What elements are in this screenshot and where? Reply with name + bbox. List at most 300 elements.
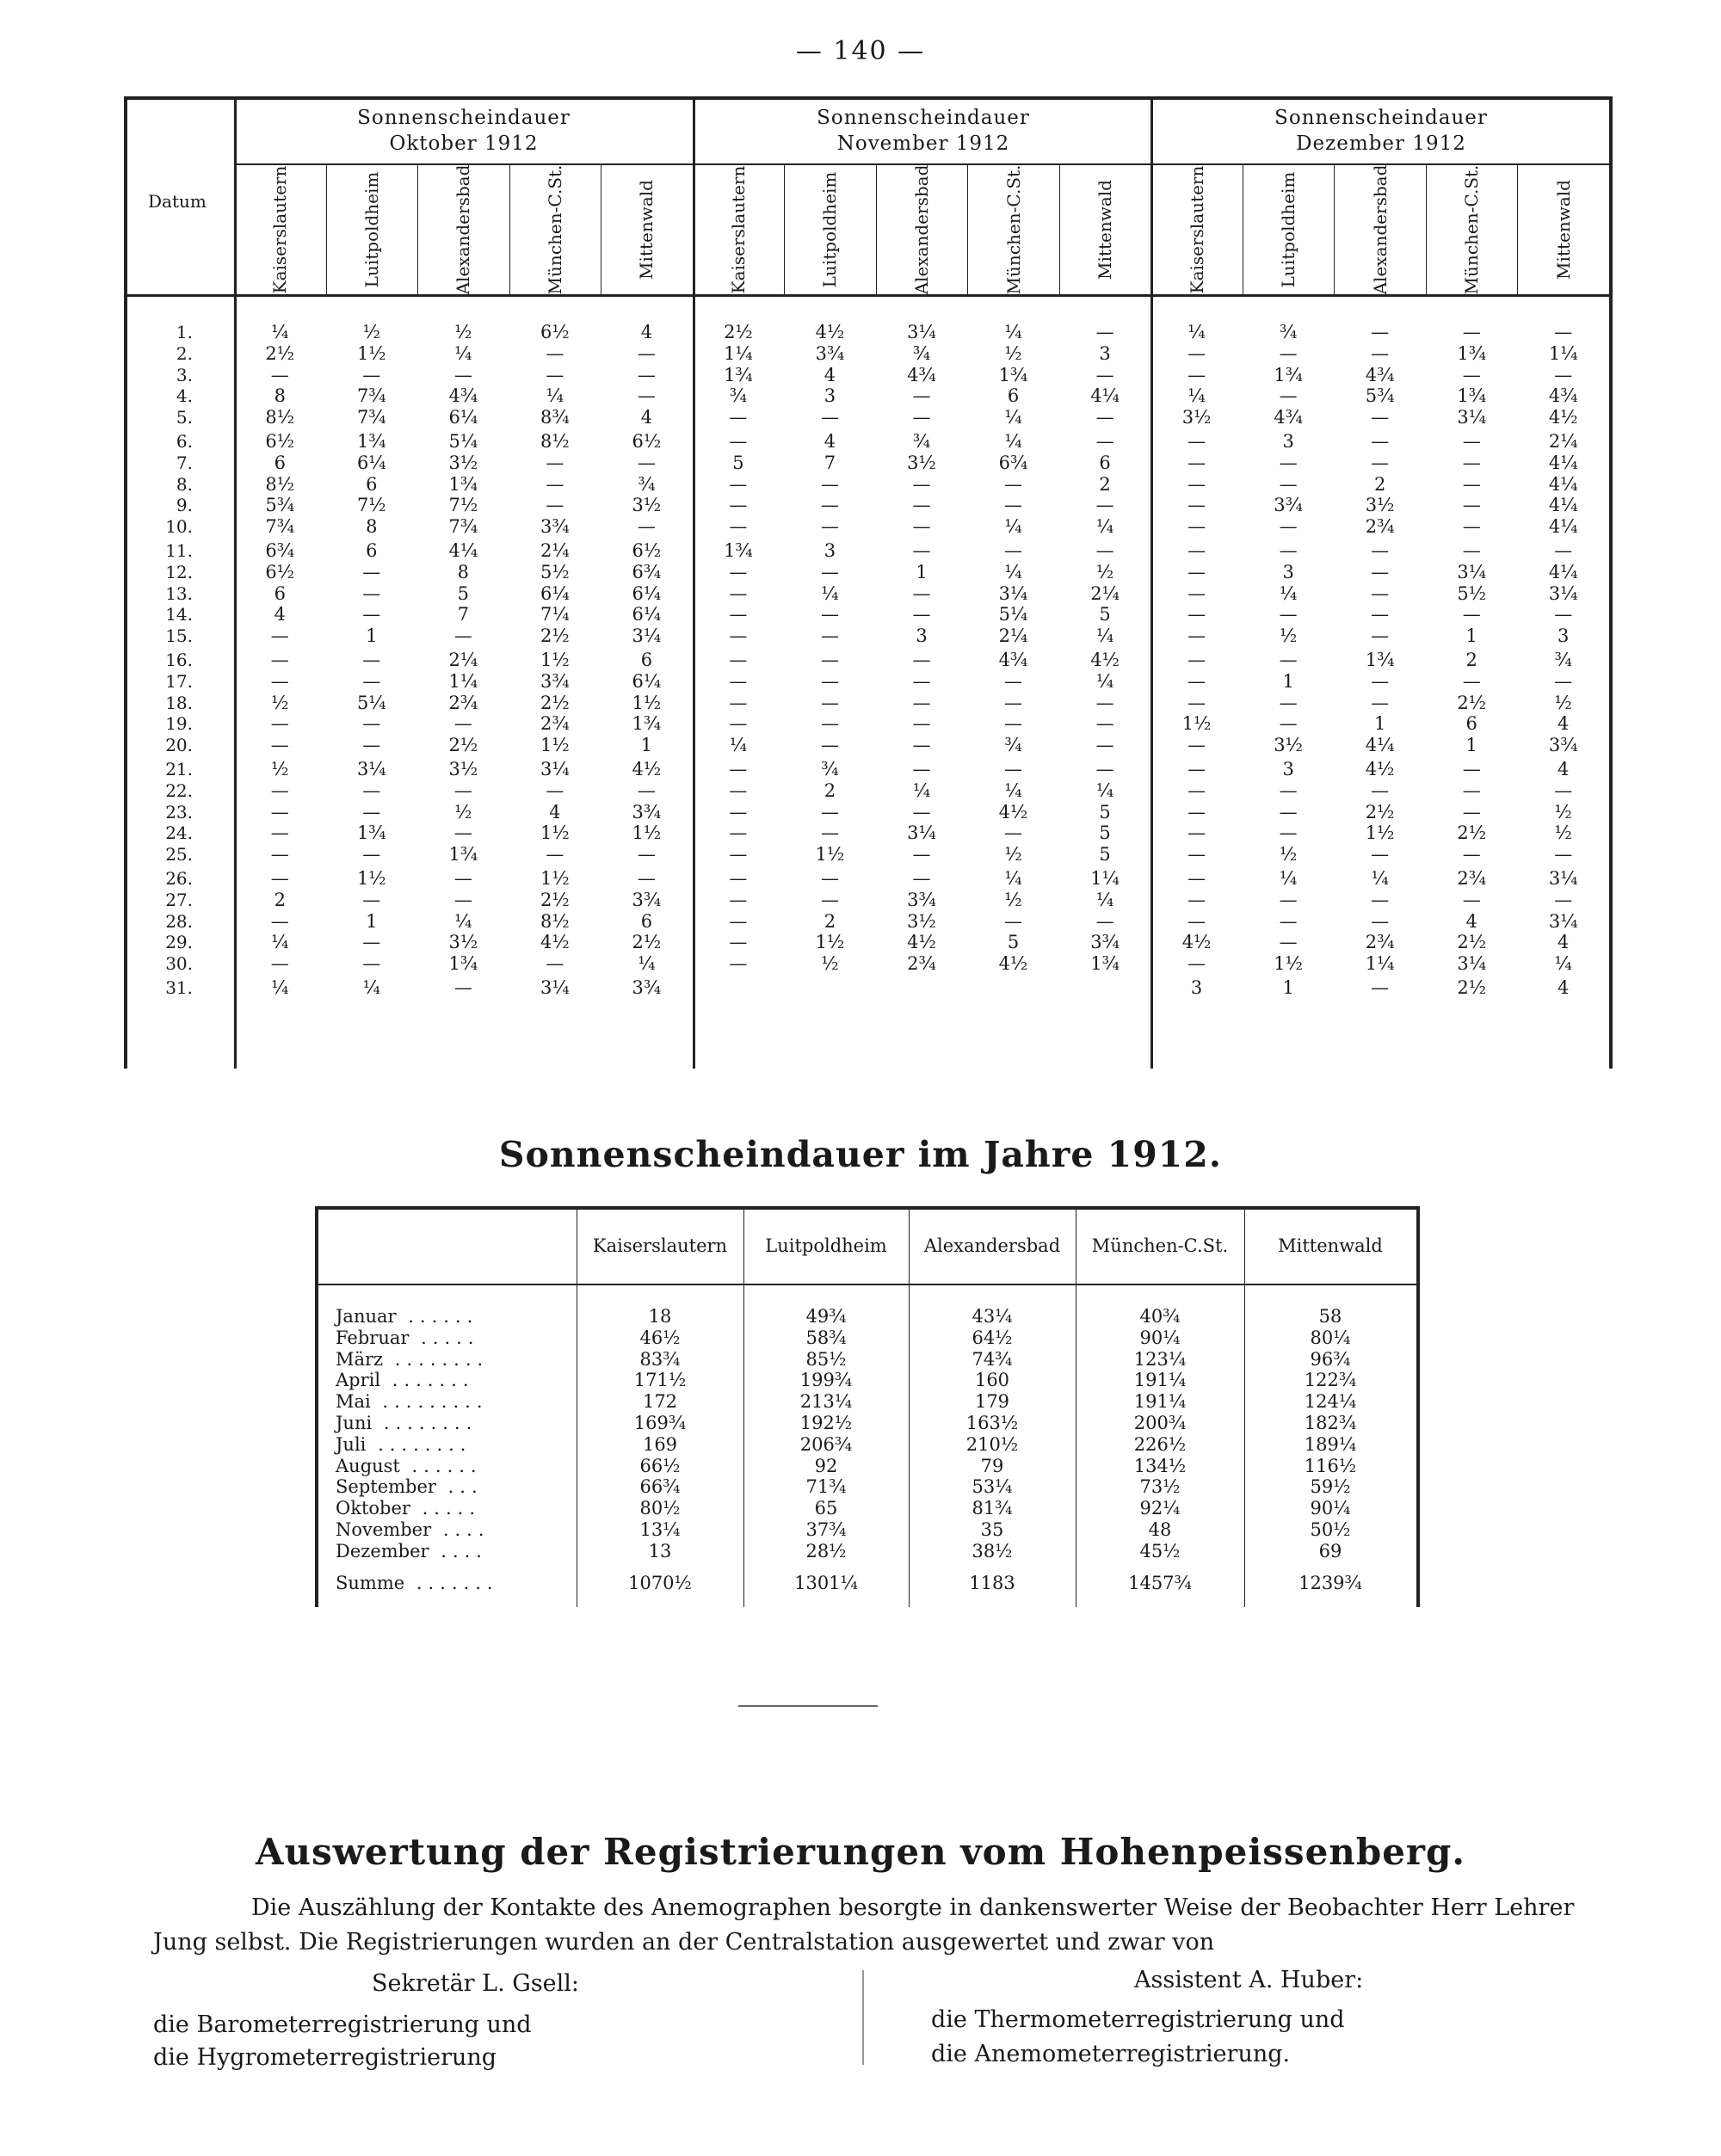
sunshine-cell: 6	[1465, 713, 1477, 735]
sunshine-cell: 1	[916, 561, 928, 582]
sunshine-cell: —	[1279, 889, 1298, 910]
sunshine-cell: —	[1187, 822, 1206, 844]
date-label: 26.	[165, 868, 193, 889]
sunshine-cell: —	[1462, 364, 1481, 385]
sunshine-cell: 1	[366, 910, 378, 932]
sunshine-cell: 3½	[448, 452, 478, 473]
sunshine-cell: 1¾	[1457, 385, 1487, 407]
sunshine-cell: —	[729, 759, 748, 779]
section-title: Auswertung der Registrierungen vom Hohenpeissenberg.	[255, 1831, 1466, 1873]
sunshine-cell: 4½	[632, 759, 662, 779]
right-person: Assistent A. Huber:	[1134, 1967, 1364, 1993]
sunshine-cell: 5¾	[1365, 385, 1395, 407]
sunshine-cell: —	[729, 604, 748, 625]
sunshine-cell: ¼	[1004, 561, 1022, 582]
sunshine-cell: ¼	[1187, 385, 1206, 407]
station-header: Luitpoldheim	[361, 171, 382, 288]
sunshine-cell: —	[1554, 889, 1573, 910]
sunshine-cell: —	[1462, 844, 1481, 865]
date-label: 13.	[165, 582, 193, 604]
sunshine-cell: 4½	[1365, 759, 1395, 779]
sunshine-cell: ¾	[1004, 735, 1022, 756]
year-value: 213¼	[799, 1391, 853, 1413]
sunshine-cell: 3¾	[1548, 735, 1578, 756]
sunshine-cell: —	[1187, 735, 1206, 756]
sunshine-cell: —	[637, 385, 656, 407]
station-header: München-C.St.	[544, 164, 565, 295]
sunshine-cell: 3½	[448, 932, 478, 953]
sunshine-cell: —	[1187, 582, 1206, 604]
year-table-top-border	[315, 1206, 1420, 1210]
sunshine-cell: 2¾	[1365, 516, 1395, 538]
sunshine-cell: 2¾	[1365, 932, 1395, 953]
sunshine-cell: —	[1004, 670, 1023, 692]
date-label: 16.	[165, 650, 193, 670]
year-value: 38½	[972, 1540, 1013, 1562]
sunshine-cell: 2¾	[448, 692, 478, 713]
sunshine-cell: 7¾	[356, 385, 386, 407]
sunshine-cell: 3¾	[632, 977, 662, 998]
sunshine-cell: —	[912, 692, 931, 713]
station-header: Mittenwald	[1095, 180, 1116, 280]
year-value: 66½	[639, 1455, 681, 1476]
sunshine-cell: 2½	[448, 735, 478, 756]
sunshine-cell: —	[1187, 801, 1206, 822]
sunshine-cell: —	[912, 759, 931, 779]
sunshine-cell: —	[1279, 692, 1298, 713]
sunshine-cell: 4¾	[448, 385, 478, 407]
sunshine-cell: 4¼	[1548, 561, 1578, 582]
paragraph-line-2: Jung selbst. Die Registrierungen wurden an der Centralstation ausgewertet und zwar von	[153, 1929, 1215, 1956]
sunshine-cell: —	[1095, 540, 1114, 561]
sunshine-cell: —	[1462, 670, 1481, 692]
station-header: Mittenwald	[1552, 180, 1574, 280]
sunshine-cell: —	[270, 670, 289, 692]
sunshine-cell: 4½	[907, 932, 936, 953]
date-label: 25.	[165, 844, 193, 865]
sunshine-cell: —	[1279, 540, 1298, 561]
sunshine-cell: 2¼	[1548, 431, 1578, 452]
year-value: 182¾	[1304, 1413, 1357, 1433]
sunshine-cell: 4	[549, 801, 561, 822]
datum-header: Datum	[148, 191, 207, 212]
sunshine-cell: 5	[732, 452, 744, 473]
sunshine-cell: 3¾	[540, 670, 570, 692]
sunshine-cell: —	[1371, 670, 1390, 692]
sunshine-cell: —	[1004, 495, 1023, 516]
sunshine-cell: —	[1279, 385, 1298, 407]
sunshine-cell: —	[270, 779, 289, 801]
sunshine-cell: 1½	[632, 822, 662, 844]
sunshine-cell: —	[820, 473, 839, 495]
sunshine-cell: 6¼	[632, 670, 662, 692]
date-label: 1.	[176, 322, 193, 342]
table-right-border	[1609, 96, 1613, 1069]
sunshine-cell: —	[453, 625, 472, 647]
sunshine-cell: —	[1187, 516, 1206, 538]
sunshine-cell: —	[546, 953, 564, 975]
sunshine-cell: —	[1462, 540, 1481, 561]
sunshine-cell: —	[1187, 452, 1206, 473]
date-label: 23.	[165, 801, 193, 822]
sunshine-cell: 5¼	[448, 431, 478, 452]
sunshine-cell: 6¾	[998, 452, 1028, 473]
sunshine-cell: —	[1095, 713, 1114, 735]
page-number: — 140 —	[795, 36, 926, 66]
sunshine-cell: ¼	[638, 953, 656, 975]
sunshine-cell: 3¼	[540, 977, 570, 998]
sunshine-cell: 8½	[265, 473, 295, 495]
year-column-header: Mittenwald	[1278, 1235, 1383, 1256]
sunshine-cell: 1¾	[998, 364, 1028, 385]
sunshine-cell: ½	[1279, 625, 1298, 647]
sunshine-cell: —	[546, 844, 564, 865]
sunshine-cell: 5	[457, 582, 470, 604]
sunshine-cell: —	[729, 844, 748, 865]
year-value: 74¾	[972, 1348, 1013, 1370]
sunshine-cell: —	[453, 822, 472, 844]
sunshine-cell: 6	[274, 582, 286, 604]
left-task-2: die Hygrometerregistrierung	[153, 2044, 497, 2071]
sunshine-cell: —	[637, 364, 656, 385]
october-title: Sonnenscheindauer Oktober 1912	[357, 107, 571, 155]
right-task-1: die Thermometerregistrierung und	[931, 2006, 1345, 2033]
sunshine-cell: —	[1462, 322, 1481, 342]
sunshine-cell: 2½	[1457, 977, 1487, 998]
date-label: 5.	[176, 407, 193, 428]
sunshine-cell: 7½	[356, 495, 386, 516]
sunshine-cell: 7¾	[448, 516, 478, 538]
sunshine-cell: —	[1279, 932, 1298, 953]
sunshine-cell: 2½	[1457, 932, 1487, 953]
sunshine-cell: 1½	[1365, 822, 1395, 844]
sunshine-cell: —	[1004, 473, 1023, 495]
sunshine-cell: 7¼	[540, 604, 570, 625]
sunshine-cell: —	[1371, 910, 1390, 932]
sunshine-cell: —	[362, 889, 381, 910]
sunshine-cell: —	[1004, 692, 1023, 713]
date-label: 31.	[165, 977, 193, 998]
december-title: Sonnenscheindauer Dezember 1912	[1274, 107, 1488, 155]
sunshine-cell: —	[1187, 692, 1206, 713]
sunshine-cell: 4¼	[1548, 452, 1578, 473]
sunshine-cell: —	[1187, 625, 1206, 647]
sunshine-cell: —	[729, 692, 748, 713]
date-label: 17.	[165, 670, 193, 692]
station-divider	[417, 165, 418, 294]
sunshine-cell: 3½	[1274, 735, 1303, 756]
sunshine-cell: 4¾	[1274, 407, 1303, 428]
sunshine-cell: —	[362, 844, 381, 865]
year-value: 13¼	[639, 1519, 681, 1540]
sunshine-cell: 4¾	[998, 650, 1028, 670]
sunshine-cell: —	[1462, 801, 1481, 822]
sunshine-cell: —	[270, 650, 289, 670]
sunshine-cell: 1	[640, 735, 653, 756]
sunshine-cell: 3¾	[540, 516, 570, 538]
sunshine-cell: —	[912, 844, 931, 865]
sunshine-cell: —	[270, 735, 289, 756]
sunshine-cell: —	[546, 364, 564, 385]
sunshine-cell: —	[729, 713, 748, 735]
sunshine-cell: —	[453, 977, 472, 998]
sunshine-cell: 3¼	[1457, 407, 1487, 428]
year-value: 226½	[1133, 1433, 1187, 1455]
sunshine-cell: ¼	[454, 910, 472, 932]
sunshine-cell: ¾	[912, 431, 931, 452]
sunshine-cell: 3¾	[1274, 495, 1303, 516]
sunshine-cell: 3¼	[998, 582, 1028, 604]
sunshine-cell: —	[912, 582, 931, 604]
sunshine-cell: —	[820, 650, 839, 670]
sunshine-cell: —	[1095, 431, 1114, 452]
sunshine-cell: 2½	[632, 932, 662, 953]
sunshine-cell: 3¾	[907, 889, 936, 910]
sunshine-cell: 4½	[998, 953, 1028, 975]
sunshine-cell: 2	[1099, 473, 1111, 495]
sunshine-cell: 6	[1007, 385, 1020, 407]
station-header: Mittenwald	[636, 180, 657, 280]
sunshine-cell: 4	[1558, 932, 1570, 953]
year-table-right-border	[1416, 1206, 1420, 1607]
sunshine-cell: 3½	[1181, 407, 1212, 428]
sunshine-cell: ¼	[546, 385, 564, 407]
sunshine-cell: 2¼	[998, 625, 1028, 647]
sunshine-cell: —	[912, 650, 931, 670]
table-top-border	[124, 96, 1613, 100]
sunshine-cell: 1¾	[448, 844, 478, 865]
sunshine-cell: ½	[1554, 822, 1572, 844]
sunshine-cell: —	[1187, 868, 1206, 889]
sunshine-cell: 1¾	[448, 953, 478, 975]
sunshine-cell: —	[1371, 779, 1390, 801]
sunshine-cell: —	[1279, 713, 1298, 735]
sunshine-cell: —	[270, 625, 289, 647]
sunshine-cell: 2	[823, 910, 836, 932]
year-value: 28½	[805, 1540, 847, 1562]
sunshine-cell: 8½	[540, 431, 570, 452]
sunshine-cell: —	[1371, 844, 1390, 865]
sunshine-cell: 4¾	[907, 364, 936, 385]
sunshine-cell: —	[1187, 889, 1206, 910]
sunshine-cell: ¼	[1095, 516, 1114, 538]
year-month-label: Januar ......	[336, 1306, 479, 1327]
station-header: Alexandersbad	[911, 164, 932, 295]
year-table-title: Sonnenscheindauer im Jahre 1912.	[498, 1134, 1223, 1175]
sunshine-cell: 3½	[448, 759, 478, 779]
sunshine-cell: —	[1187, 364, 1206, 385]
sunshine-cell: 1½	[540, 868, 570, 889]
year-value: 122¾	[1304, 1370, 1357, 1391]
year-value: 13	[648, 1540, 672, 1562]
sunshine-cell: 5¼	[356, 692, 386, 713]
sunshine-cell: 3¼	[540, 759, 570, 779]
sunshine-cell: —	[1371, 431, 1390, 452]
separator-rule	[738, 1705, 878, 1707]
sunshine-cell: —	[1279, 473, 1298, 495]
sunshine-cell: 1¾	[356, 822, 386, 844]
year-value: 64½	[972, 1327, 1013, 1348]
sunshine-cell: —	[820, 868, 839, 889]
sunshine-cell: 6	[366, 540, 378, 561]
station-header: Alexandersbad	[1369, 164, 1391, 295]
sunshine-cell: —	[912, 670, 931, 692]
date-label: 12.	[165, 561, 193, 582]
sunshine-cell: ¼	[1095, 625, 1114, 647]
sunshine-cell: 6½	[540, 322, 570, 342]
sunshine-cell: —	[912, 473, 931, 495]
sunshine-cell: —	[637, 516, 656, 538]
sunshine-cell: 3½	[907, 910, 936, 932]
sunshine-cell: —	[1279, 801, 1298, 822]
sunshine-cell: —	[729, 779, 748, 801]
sunshine-cell: ¼	[1004, 516, 1022, 538]
year-value: 179	[974, 1391, 1010, 1413]
sunshine-cell: 1¾	[1457, 342, 1487, 364]
station-divider	[509, 165, 510, 294]
sunshine-cell: —	[820, 407, 839, 428]
year-col-divider	[743, 1210, 744, 1607]
sunshine-cell: ¼	[1095, 779, 1114, 801]
sunshine-cell: 8	[274, 385, 286, 407]
sunshine-cell: —	[1187, 844, 1206, 865]
year-month-label: November ....	[336, 1519, 490, 1540]
month-divider	[1150, 96, 1153, 1069]
sunshine-cell: ½	[1554, 801, 1572, 822]
sunshine-cell: 3	[916, 625, 928, 647]
sunshine-cell: 4½	[540, 932, 570, 953]
year-value: 169¾	[633, 1413, 687, 1433]
sunshine-cell: 7¾	[265, 516, 295, 538]
sunshine-cell: —	[1462, 431, 1481, 452]
sunshine-cell: —	[362, 582, 381, 604]
sunshine-cell: —	[453, 779, 472, 801]
sunshine-cell: 5½	[1457, 582, 1487, 604]
sunshine-cell: 4½	[1090, 650, 1120, 670]
station-divider	[967, 165, 968, 294]
sunshine-cell: —	[1279, 910, 1298, 932]
year-month-label: März ........	[336, 1348, 490, 1370]
date-label: 21.	[165, 759, 193, 779]
sunshine-cell: 3¼	[1457, 953, 1487, 975]
sunshine-cell: 2½	[540, 625, 570, 647]
sunshine-cell: ¼	[1004, 322, 1022, 342]
sunshine-cell: 4¼	[1548, 516, 1578, 538]
sunshine-cell: —	[729, 561, 748, 582]
sunshine-cell: —	[362, 932, 381, 953]
sunshine-cell: —	[1371, 604, 1390, 625]
sunshine-cell: 3	[1099, 342, 1111, 364]
sunshine-cell: —	[546, 495, 564, 516]
sunshine-cell: —	[1187, 759, 1206, 779]
station-header: München-C.St.	[1461, 164, 1483, 295]
sunshine-cell: —	[362, 364, 381, 385]
sunshine-cell: 1½	[1274, 953, 1303, 975]
sunshine-cell: —	[912, 495, 931, 516]
sunshine-cell: —	[1095, 910, 1114, 932]
sunshine-cell: 3¼	[907, 322, 936, 342]
sunshine-cell: 1½	[540, 650, 570, 670]
sunshine-cell: —	[453, 364, 472, 385]
date-label: 18.	[165, 692, 193, 713]
sunshine-cell: —	[1554, 364, 1573, 385]
sunshine-cell: —	[362, 604, 381, 625]
date-label: 19.	[165, 713, 193, 735]
sunshine-cell: —	[1004, 910, 1023, 932]
year-value: 92¼	[1139, 1498, 1181, 1519]
sunshine-cell: —	[1371, 625, 1390, 647]
sunshine-cell: ½	[821, 953, 839, 975]
sunshine-cell: 3½	[632, 495, 662, 516]
sunshine-cell: —	[1371, 322, 1390, 342]
sunshine-cell: —	[362, 953, 381, 975]
sunshine-cell: 4	[1558, 759, 1570, 779]
sunshine-cell: ½	[362, 322, 380, 342]
sunshine-cell: 1¾	[1090, 953, 1120, 975]
date-label: 3.	[176, 364, 193, 385]
year-value: 40¾	[1139, 1306, 1181, 1327]
sunshine-cell: ¾	[1279, 322, 1298, 342]
year-value: 46½	[639, 1327, 681, 1348]
sunshine-cell: ¼	[454, 342, 472, 364]
year-value: 59½	[1310, 1476, 1351, 1498]
month-divider	[234, 96, 237, 1069]
sunshine-cell: —	[729, 801, 748, 822]
sunshine-cell: —	[1371, 452, 1390, 473]
year-value: 73½	[1139, 1476, 1181, 1498]
sunshine-cell: —	[1554, 670, 1573, 692]
sunshine-cell: —	[912, 407, 931, 428]
year-value: 189¼	[1304, 1433, 1357, 1455]
sunshine-cell: ¼	[1554, 953, 1572, 975]
sunshine-cell: 3¼	[632, 625, 662, 647]
sunshine-cell: 3	[823, 385, 836, 407]
sunshine-cell: 1¾	[724, 364, 753, 385]
station-header: Kaiserslautern	[1186, 165, 1207, 294]
sunshine-cell: —	[1279, 604, 1298, 625]
sunshine-cell: 1	[366, 625, 378, 647]
sunshine-cell: —	[729, 868, 748, 889]
sunshine-cell: 1	[1465, 625, 1477, 647]
sunshine-cell: —	[1554, 322, 1573, 342]
sunshine-cell: 1½	[540, 735, 570, 756]
date-label: 20.	[165, 735, 193, 756]
sunshine-cell: 6¾	[632, 561, 662, 582]
sunshine-cell: —	[912, 516, 931, 538]
sunshine-cell: 2¾	[540, 713, 570, 735]
sunshine-cell: —	[820, 604, 839, 625]
sunshine-cell: ¾	[821, 759, 839, 779]
sunshine-cell: 2¼	[448, 650, 478, 670]
sunshine-cell: —	[637, 844, 656, 865]
date-label: 2.	[176, 342, 193, 364]
sunshine-cell: ½	[1004, 844, 1022, 865]
sunshine-cell: —	[1462, 889, 1481, 910]
sunshine-cell: —	[729, 953, 748, 975]
sunshine-cell: —	[1371, 342, 1390, 364]
year-month-label: Dezember ....	[336, 1540, 488, 1562]
sunshine-cell: 2	[1465, 650, 1477, 670]
sunshine-cell: 4½	[1548, 407, 1578, 428]
sunshine-cell: 4	[640, 407, 653, 428]
year-value: 48	[1148, 1519, 1172, 1540]
sunshine-cell: 7¾	[356, 407, 386, 428]
left-person: Sekretär L. Gsell:	[372, 1970, 580, 1997]
year-total-label: Summe .......	[336, 1572, 499, 1593]
sunshine-cell: —	[1187, 431, 1206, 452]
sunshine-cell: —	[1095, 407, 1114, 428]
sunshine-cell: 1¼	[724, 342, 753, 364]
